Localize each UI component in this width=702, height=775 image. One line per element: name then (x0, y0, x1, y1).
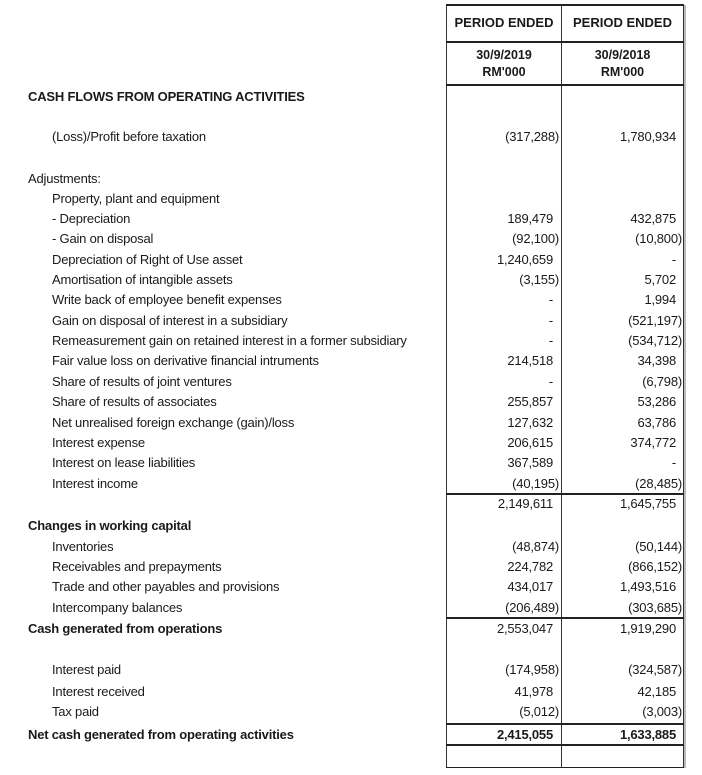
header-bottom-border (446, 84, 684, 86)
row-value-2019: (317,288) (505, 129, 559, 144)
cash-generated-value-2018: 1,919,290 (619, 621, 676, 636)
row-label-intercompany: Intercompany balances (52, 600, 183, 615)
row-value-2018: (6,798) (642, 374, 682, 389)
row-value-2019: 189,479 (507, 211, 553, 226)
row-value-2019: 1,240,659 (496, 252, 553, 267)
row-value-2019: - (548, 333, 553, 348)
row-value-2018: - (671, 252, 676, 267)
row-value-2018: (50,144) (635, 539, 682, 554)
row-label-gain-disposal-subsidiary: Gain on disposal of interest in a subsidiary (52, 313, 288, 328)
header-divider (446, 41, 684, 43)
column-header-2-date: 30/9/2018 (594, 48, 651, 62)
subtotal-value-2019: 2,149,611 (497, 496, 553, 511)
row-label-remeasurement-gain: Remeasurement gain on retained interest in a former subsidiary (52, 333, 407, 348)
column-header-1-date: 30/9/2019 (476, 48, 532, 62)
row-label-interest-received: Interest received (52, 684, 145, 699)
row-label-amortisation: Amortisation of intangible assets (52, 272, 233, 287)
row-value-2018: 53,286 (637, 394, 676, 409)
row-label-receivables: Receivables and prepayments (52, 559, 222, 574)
row-value-2018: 34,398 (637, 353, 676, 368)
row-value-2019: 41,978 (514, 684, 553, 699)
row-label-adjustments: Adjustments: (28, 171, 101, 186)
row-label-net-cash-operating: Net cash generated from operating activities (28, 727, 294, 742)
row-label-inventories: Inventories (52, 539, 114, 554)
row-value-2019: (3,155) (519, 272, 559, 287)
row-value-2018: 374,772 (630, 435, 676, 450)
row-label-write-back: Write back of employee benefit expenses (52, 292, 282, 307)
table-top-border (446, 4, 684, 6)
row-value-2018: 432,875 (630, 211, 676, 226)
subtotal-rule-2 (446, 617, 684, 619)
row-label-share-jv: Share of results of joint ventures (52, 374, 232, 389)
row-value-2018: 1,994 (644, 292, 676, 307)
row-label-interest-income: Interest income (52, 476, 138, 491)
row-value-2019: 127,632 (507, 415, 553, 430)
row-label-fair-value-loss: Fair value loss on derivative financial intruments (52, 353, 319, 368)
row-value-2019: 224,782 (507, 559, 553, 574)
subtotal-value-2018: 1,645,755 (619, 496, 676, 511)
row-label-interest-expense: Interest expense (52, 435, 145, 450)
row-value-2019: (92,100) (512, 231, 559, 246)
net-cash-value-2018: 1,633,885 (619, 727, 676, 742)
row-value-2019: - (548, 313, 553, 328)
row-label-interest-paid: Interest paid (52, 662, 121, 677)
row-label-share-associates: Share of results of associates (52, 394, 217, 409)
total-rule-top (446, 723, 684, 725)
row-value-2019: 255,857 (507, 394, 553, 409)
row-value-2018: (866,152) (628, 559, 682, 574)
row-value-2019: (40,195) (512, 476, 559, 491)
row-value-2018: 42,185 (637, 684, 676, 699)
row-value-2019: (174,958) (505, 662, 559, 677)
column-header-1-unit: RM'000 (482, 65, 526, 79)
row-label-unrealised-fx: Net unrealised foreign exchange (gain)/loss (52, 415, 295, 430)
row-value-2019: (48,874) (512, 539, 559, 554)
row-value-2019: (5,012) (519, 704, 559, 719)
row-value-2019: (206,489) (505, 600, 559, 615)
total-rule-bottom (446, 744, 684, 746)
row-value-2018: (521,197) (628, 313, 682, 328)
row-label-interest-lease: Interest on lease liabilities (52, 455, 196, 470)
row-value-2018: (303,685) (628, 600, 682, 615)
section-title: CASH FLOWS FROM OPERATING ACTIVITIES (28, 89, 305, 104)
net-cash-value-2019: 2,415,055 (496, 727, 553, 742)
row-value-2019: - (548, 374, 553, 389)
row-label-ppe: Property, plant and equipment (52, 191, 220, 206)
row-value-2018: 1,780,934 (619, 129, 676, 144)
row-value-2018: - (671, 455, 676, 470)
row-label-loss-profit-before-tax: (Loss)/Profit before taxation (52, 129, 206, 144)
row-value-2019: 434,017 (507, 579, 553, 594)
row-value-2018: (10,800) (635, 231, 682, 246)
row-label-payables: Trade and other payables and provisions (52, 579, 280, 594)
column-header-2-title: PERIOD ENDED (573, 15, 672, 30)
cash-generated-value-2019: 2,553,047 (496, 621, 553, 636)
row-value-2019: 367,589 (507, 455, 553, 470)
row-label-working-capital: Changes in working capital (28, 518, 192, 533)
row-value-2018: (534,712) (628, 333, 682, 348)
row-value-2019: 214,518 (507, 353, 553, 368)
subtotal-rule (446, 493, 684, 495)
row-label-gain-on-disposal: - Gain on disposal (52, 231, 154, 246)
table-bottom-border (446, 767, 684, 768)
row-value-2018: (28,485) (635, 476, 682, 491)
row-value-2018: 63,786 (637, 415, 676, 430)
row-label-depreciation: - Depreciation (52, 211, 131, 226)
row-value-2018: 5,702 (644, 272, 676, 287)
row-label-rou-depreciation: Depreciation of Right of Use asset (52, 252, 243, 267)
column-header-1-title: PERIOD ENDED (454, 15, 554, 30)
row-label-tax-paid: Tax paid (52, 704, 99, 719)
row-value-2018: (324,587) (628, 662, 682, 677)
row-value-2019: 206,615 (507, 435, 553, 450)
column-header-2-unit: RM'000 (600, 65, 645, 79)
table-border-shadow (684, 5, 686, 768)
row-label-cash-generated: Cash generated from operations (28, 621, 223, 636)
row-value-2019: - (548, 292, 553, 307)
row-value-2018: (3,003) (642, 704, 682, 719)
row-value-2018: 1,493,516 (619, 579, 676, 594)
